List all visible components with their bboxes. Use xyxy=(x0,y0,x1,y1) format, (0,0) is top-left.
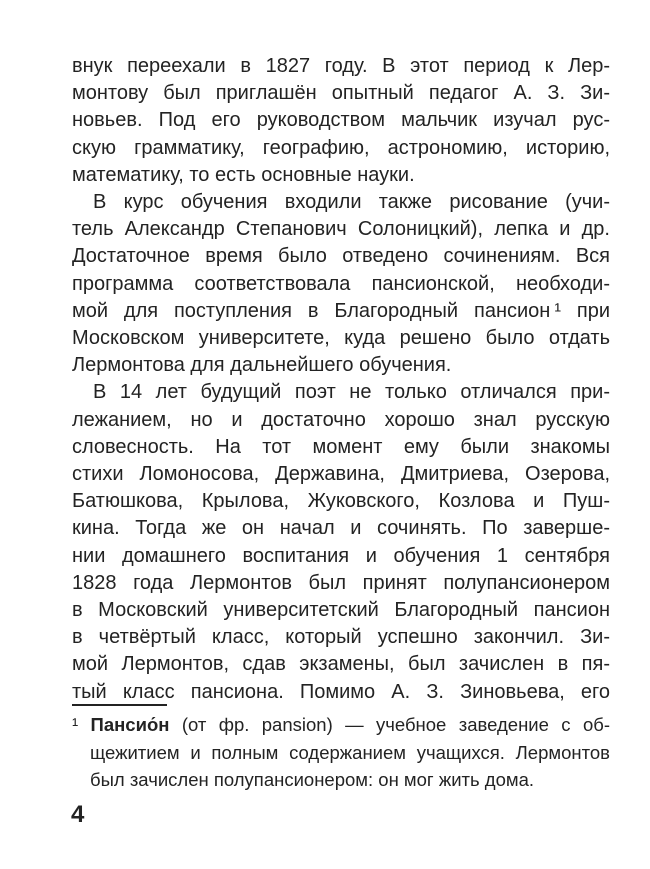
text-line: Московском университете, куда решено было отдать xyxy=(72,327,610,350)
text-line: Достаточное время было отведено сочинениям. Вся xyxy=(72,245,610,268)
text-line: лежанием, но и достаточно хорошо знал русскую xyxy=(72,408,610,431)
footnote-text: (от фр. pansion) — учебное заведение с об- xyxy=(169,714,610,735)
footnote-text: был зачислен полупансионером: он мог жить дома. xyxy=(90,769,535,791)
footnote-line xyxy=(72,739,610,767)
text-line: кина. Тогда же он начал и сочинять. По заверше- xyxy=(72,517,610,540)
text-line: В 14 лет будущий поэт не только отличался при- xyxy=(93,381,610,404)
text-line: нии домашнего воспитания и обучения 1 сентября xyxy=(72,544,610,567)
text-line: тель Александр Степанович Солоницкий), лепка и др. xyxy=(72,218,610,241)
footnote-line xyxy=(72,711,610,739)
text-line: мой для поступления в Благородный пансион ¹ при xyxy=(72,299,610,322)
paragraph xyxy=(72,189,610,379)
text-line: мой Лермонтов, сдав экзамены, был зачислен в пя- xyxy=(72,653,610,676)
text-line: 1828 года Лермонтов был принят полупансионером xyxy=(72,571,610,594)
text-line: внук переехали в 1827 году. В этот период к Лер- xyxy=(72,55,610,77)
text-line: в Московский университетский Благородный пансион xyxy=(72,599,610,622)
text-line: скую грамматику, географию, астрономию, историю, xyxy=(72,136,610,159)
footnote-text: щежитием и полным содержанием учащихся. Лермонтов xyxy=(90,741,610,763)
paragraph xyxy=(72,53,610,189)
footnote-line xyxy=(72,766,610,794)
page-number: 4 xyxy=(71,801,85,828)
footnote xyxy=(72,711,610,794)
text-line: Лермонтова для дальнейшего обучения. xyxy=(72,354,452,377)
text-line: новьев. Под его руководством мальчик изучал рус- xyxy=(72,109,610,132)
text-line: В курс обучения входили также рисование (учи- xyxy=(93,191,610,214)
text-line: программа соответствовала пансионской, необходи- xyxy=(72,272,610,295)
footnote-text: ¹ xyxy=(72,714,91,735)
text-line: монтову был приглашён опытный педагог А. З. Зи- xyxy=(72,82,610,105)
text-line: тый класс пансиона. Помимо А. З. Зиновьева, его xyxy=(72,680,610,703)
text-line: математику, то есть основные науки. xyxy=(72,163,415,186)
paragraph xyxy=(72,379,610,705)
text-line: словесность. На тот момент ему были знакомы xyxy=(72,435,610,458)
footnote-term: Пансио́н xyxy=(90,714,170,735)
text-line: в четвёртый класс, который успешно закончил. Зи- xyxy=(72,626,610,649)
text-line: стихи Ломоносова, Державина, Дмитриева, Озерова, xyxy=(72,463,610,486)
footnote-separator xyxy=(72,704,167,706)
main-text xyxy=(72,53,610,706)
text-line: Батюшкова, Крылова, Жуковского, Козлова и Пуш- xyxy=(72,490,610,513)
